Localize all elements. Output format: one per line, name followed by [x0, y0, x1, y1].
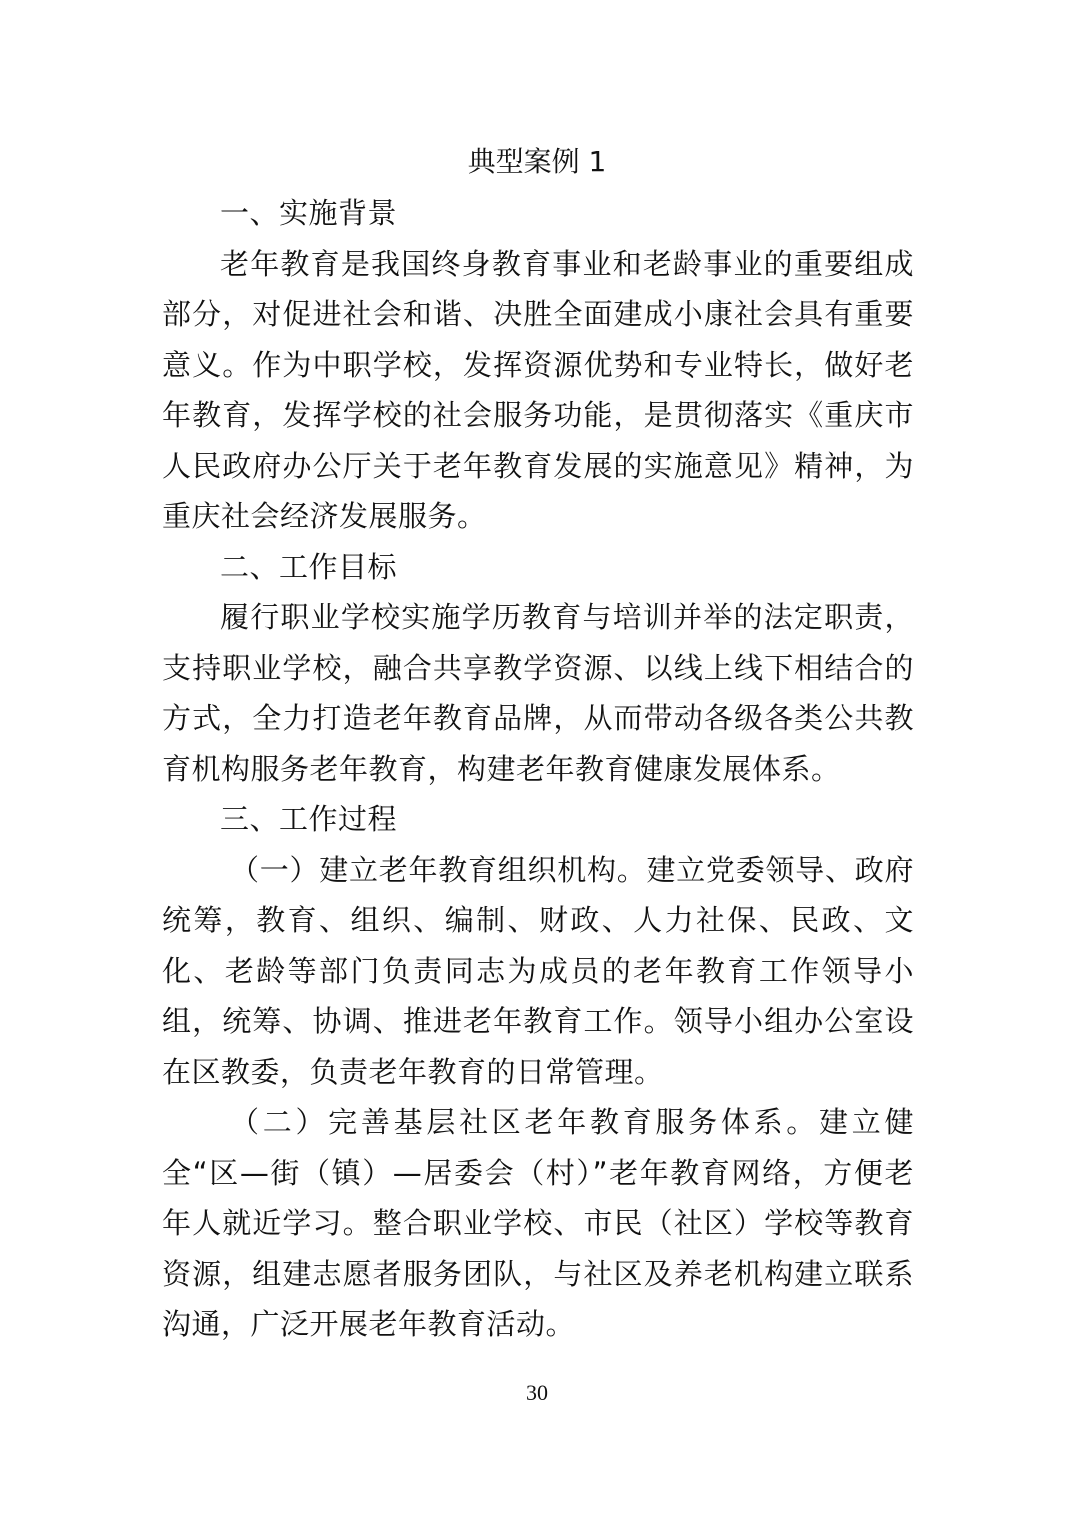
- document-title: 典型案例 1: [467, 145, 607, 178]
- section-paragraph: （一）建立老年教育组织机构。建立党委领导、政府统筹，教育、组织、编制、财政、人力社保、民政、文化、老龄等部门负责同志为成员的老年教育工作领导小组，统筹、协调、推进老年教育工作。领导小组办公室设在区教委，负责老年教育的日常管理。: [162, 852, 914, 1089]
- page-number: 30: [526, 1380, 548, 1405]
- document-body: [162, 188, 914, 1350]
- section-paragraph: 履行职业学校实施学历教育与培训并举的法定职责，支持职业学校，融合共享教学资源、以线上线下相结合的方式，全力打造老年教育品牌，从而带动各级各类公共教育机构服务老年教育，构建老年教育健康发展体系。: [162, 600, 914, 786]
- section-heading: 一、实施背景: [220, 196, 398, 230]
- section-heading: 二、工作目标: [220, 549, 398, 584]
- section-heading: 三、工作过程: [220, 802, 398, 836]
- section-paragraph: （二）完善基层社区老年教育服务体系。建立健全“区—街（镇）—居委会（村）”老年教育网络，方便老年人就近学习。整合职业学校、市民（社区）学校等教育资源，组建志愿者服务团队，与社区及养老机构建立联系沟通，广泛开展老年教育活动。: [162, 1105, 914, 1341]
- section-paragraph: 老年教育是我国终身教育事业和老龄事业的重要组成部分，对促进社会和谐、决胜全面建成小康社会具有重要意义。作为中职学校，发挥资源优势和专业特长，做好老年教育，发挥学校的社会服务功能，是贯彻落实《重庆市人民政府办公厅关于老年教育发展的实施意见》精神，为重庆社会经济发展服务。: [162, 246, 914, 533]
